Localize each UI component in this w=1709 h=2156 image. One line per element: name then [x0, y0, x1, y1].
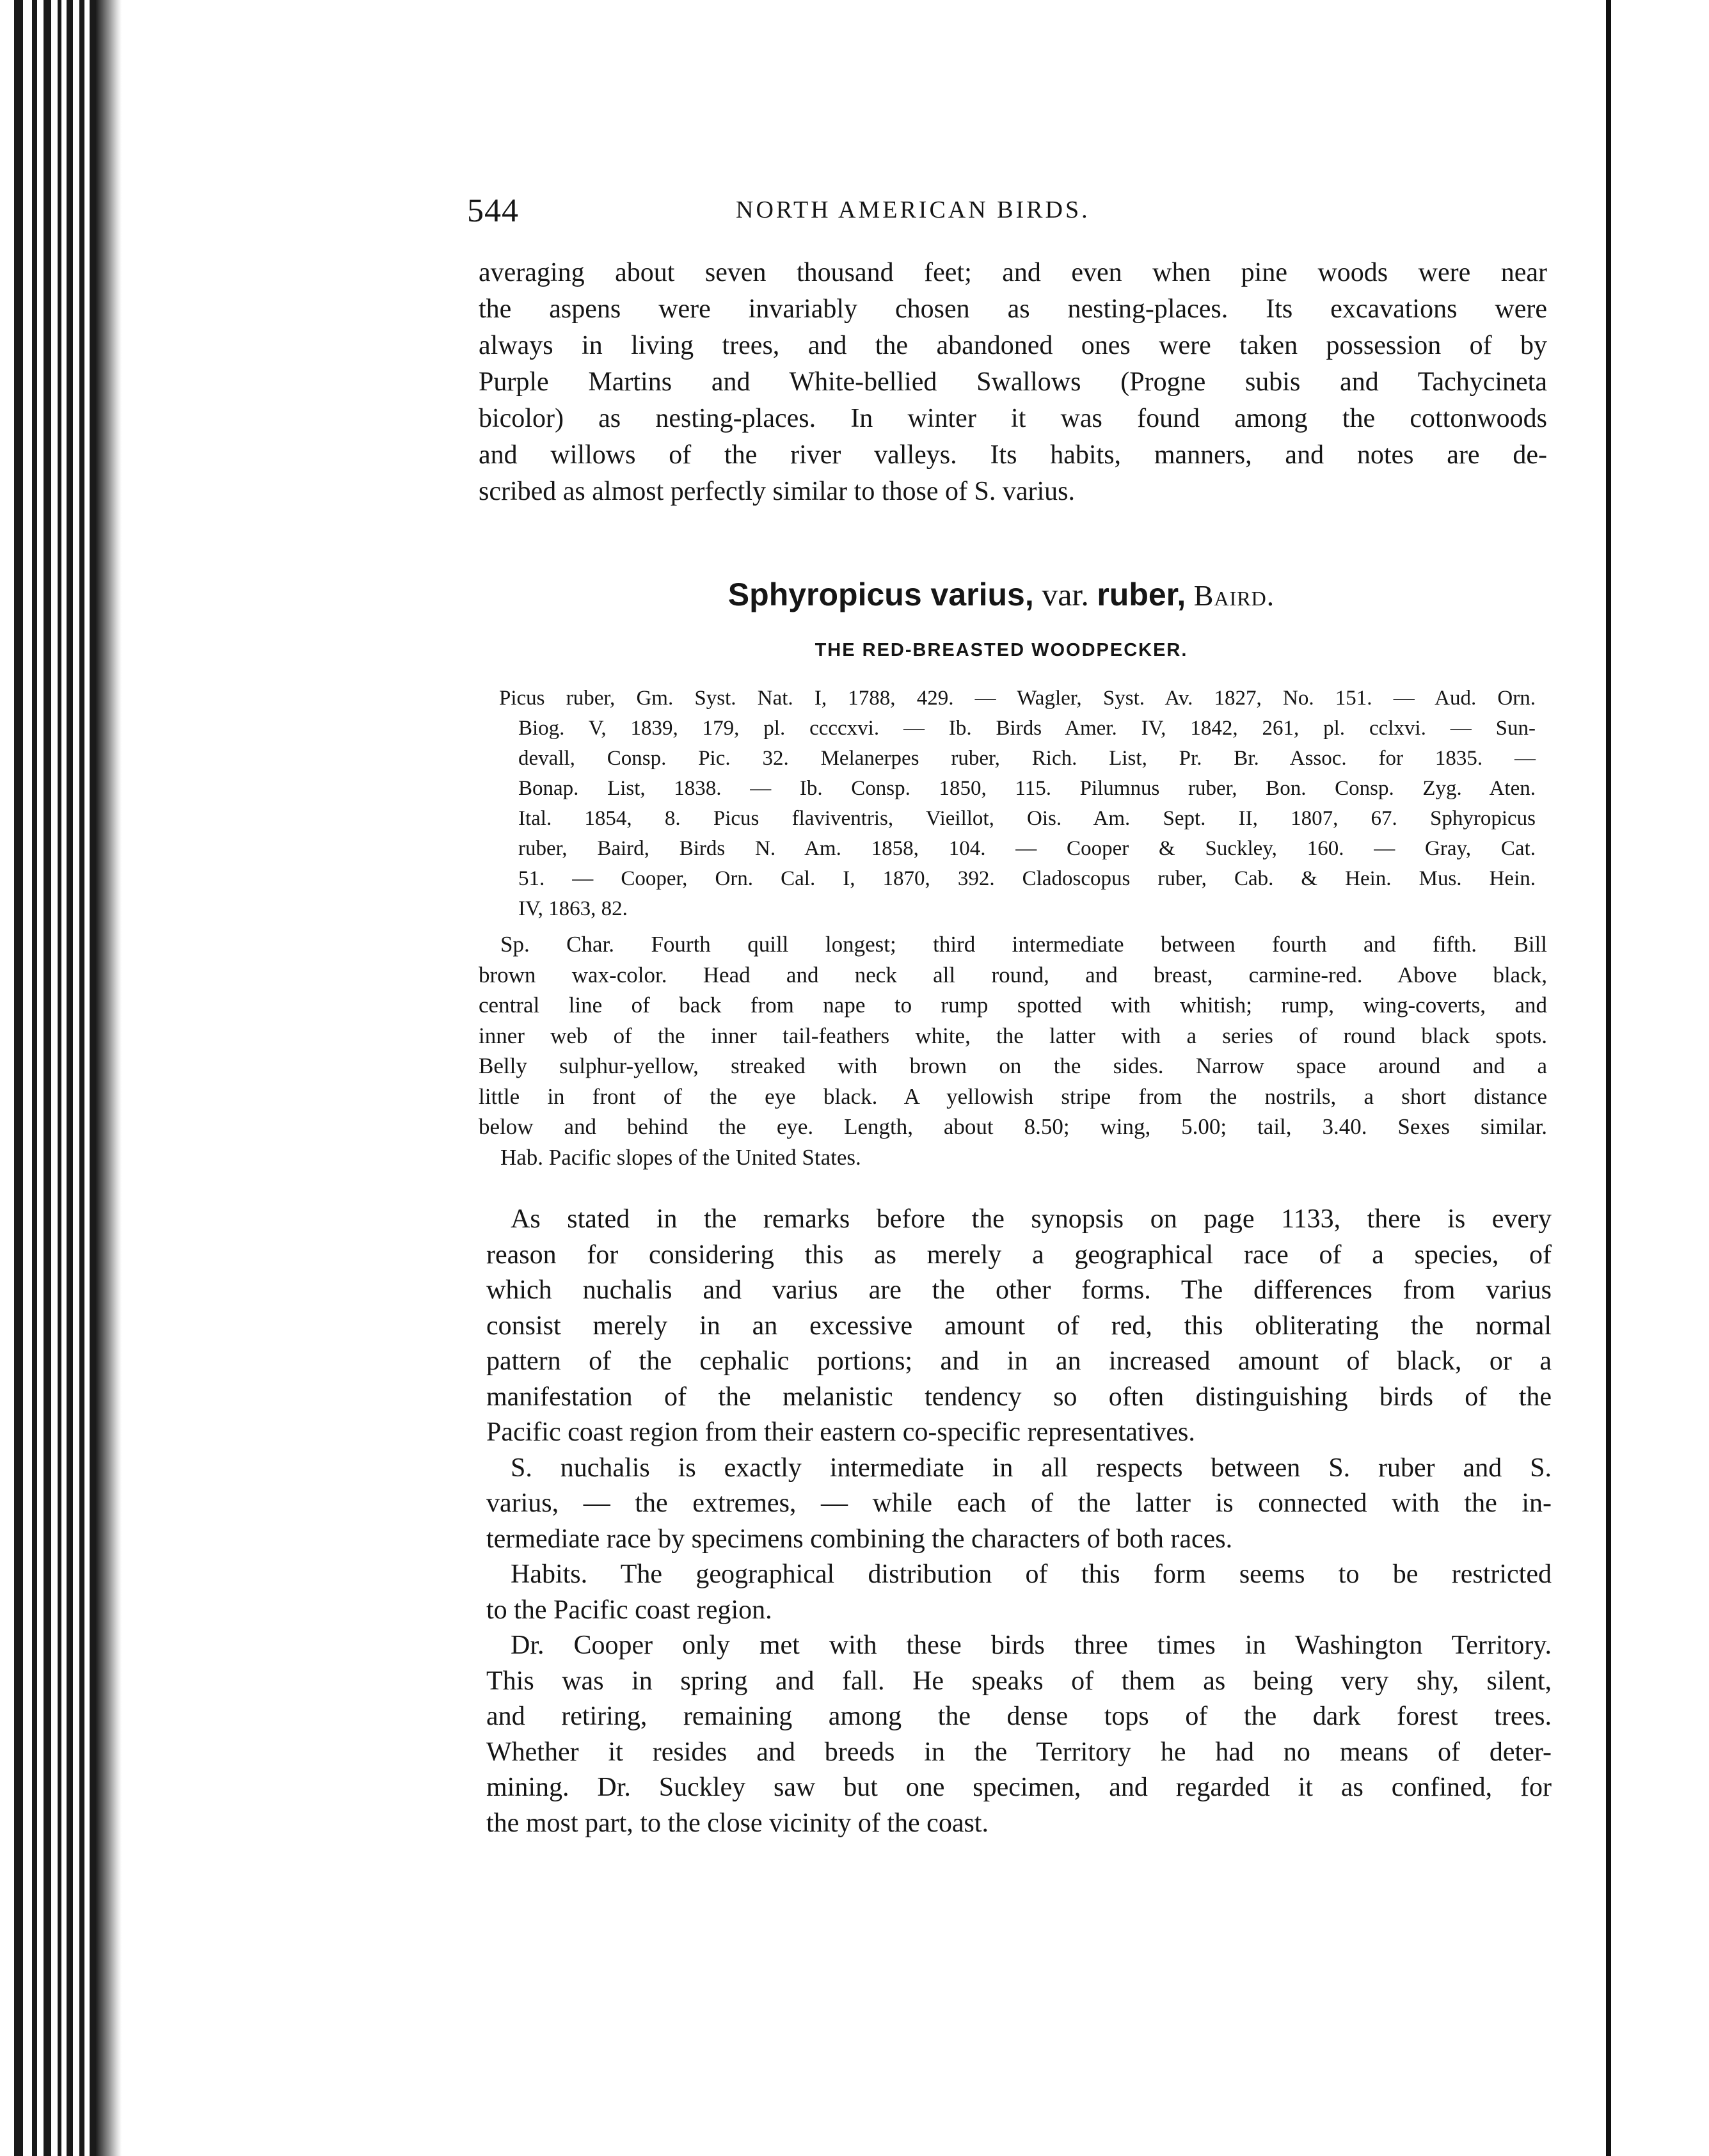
binding-stripe [58, 0, 61, 2156]
species-heading [467, 576, 1536, 613]
book-binding [0, 0, 122, 2156]
binding-stripe [44, 0, 51, 2156]
text-line: and retiring, remaining among the dense tops of the dark forest trees. [486, 1702, 1552, 1731]
species-binomial: Sphyropicus varius, [727, 577, 1034, 612]
text-line: averaging about seven thousand feet; and even when pine woods were near [479, 258, 1547, 287]
text-line: which nuchalis and varius are the other forms. The differences from varius [486, 1275, 1552, 1305]
book-page [122, 0, 1606, 2156]
synonymy-line: Biog. V, 1839, 179, pl. ccccxvi. — Ib. Birds Amer. IV, 1842, 261, pl. cclxvi. — Sun- [518, 717, 1536, 740]
page-number: 544 [467, 193, 519, 229]
text-line: Dr. Cooper only met with these birds three times in Washington Territory. [511, 1631, 1552, 1660]
common-name: THE RED-BREASTED WOODPECKER. [815, 640, 1188, 660]
text-line: reason for considering this as merely a geographical race of a species, of [486, 1240, 1552, 1270]
characters-line: inner web of the inner tail-feathers white, the latter with a series of round black spots. [479, 1023, 1547, 1048]
binding-stripe [79, 0, 84, 2156]
characters-block [479, 929, 1547, 1172]
text-line: Pacific coast region from their eastern co-specific representatives. [486, 1417, 1195, 1447]
text-line: Whether it resides and breeds in the Territory he had no means of deter- [486, 1737, 1552, 1767]
text-line: always in living trees, and the abandoned ones were taken possession of by [479, 331, 1547, 360]
synonymy-block [499, 683, 1536, 924]
text-line: the aspens were invariably chosen as nesting-places. Its excavations were [479, 294, 1547, 324]
synonymy-line: 51. — Cooper, Orn. Cal. I, 1870, 392. Cladoscopus ruber, Cab. & Hein. Mus. Hein. [518, 867, 1536, 890]
synonymy-line: Bonap. List, 1838. — Ib. Consp. 1850, 115. Pilumnus ruber, Bon. Consp. Zyg. Aten. [518, 777, 1536, 800]
binding-stripe [67, 0, 73, 2156]
characters-line: brown wax-color. Head and neck all round, and breast, carmine-red. Above black, [479, 962, 1547, 987]
text-line: manifestation of the melanistic tendency so often distinguishing birds of the [486, 1382, 1552, 1412]
habitat-line: Hab. Pacific slopes of the United States. [500, 1144, 861, 1170]
text-line: and willows of the river valleys. Its habits, manners, and notes are de- [479, 440, 1547, 470]
text-line: varius, — the extremes, — while each of the latter is connected with the in- [486, 1489, 1552, 1518]
text-line: termediate race by specimens combining the characters of both races. [486, 1524, 1233, 1554]
binding-stripe [90, 0, 96, 2156]
text-line: Purple Martins and White-bellied Swallows (Progne subis and Tachycineta [479, 367, 1547, 397]
intro-paragraph [479, 255, 1547, 510]
synonymy-line: IV, 1863, 82. [518, 897, 628, 920]
characters-line: Sp. Char. Fourth quill longest; third intermediate between fourth and fifth. Bill [500, 932, 1547, 957]
text-line: This was in spring and fall. He speaks of them as being very shy, silent, [486, 1666, 1552, 1696]
text-line: pattern of the cephalic portions; and in an increased amount of black, or a [486, 1346, 1552, 1376]
text-line: As stated in the remarks before the synopsis on page 1133, there is every [511, 1204, 1552, 1234]
text-line: scribed as almost perfectly similar to those of S. varius. [479, 477, 1075, 506]
synonymy-line: Ital. 1854, 8. Picus flaviventris, Vieillot, Ois. Am. Sept. II, 1807, 67. Sphyropicus [518, 807, 1536, 830]
variety-label: var. [1042, 577, 1089, 612]
synonymy-line: Picus ruber, Gm. Syst. Nat. I, 1788, 429. — Wagler, Syst. Av. 1827, No. 151. — Aud. Orn. [499, 687, 1536, 710]
synonymy-line: ruber, Baird, Birds N. Am. 1858, 104. — Cooper & Suckley, 160. — Gray, Cat. [518, 837, 1536, 860]
synonymy-line: devall, Consp. Pic. 32. Melanerpes ruber, Rich. List, Pr. Br. Assoc. for 1835. — [518, 747, 1536, 770]
next-page-strip [1611, 0, 1709, 2156]
species-variety: ruber, [1097, 577, 1186, 612]
characters-line: below and behind the eye. Length, about 8.50; wing, 5.00; tail, 3.40. Sexes similar. [479, 1114, 1547, 1139]
characters-line: little in front of the eye black. A yellowish stripe from the nostrils, a short distance [479, 1083, 1547, 1109]
binding-stripe [14, 0, 23, 2156]
text-line: consist merely in an excessive amount of red, this obliterating the normal [486, 1311, 1552, 1341]
species-authority: Baird. [1193, 579, 1275, 612]
habits-line: Habits. The geographical distribution of this form seems to be restricted [511, 1560, 1552, 1589]
remarks-block [486, 1202, 1552, 1841]
text-line: mining. Dr. Suckley saw but one specimen, and regarded it as confined, for [486, 1773, 1552, 1802]
page-gutter-shadow [96, 0, 122, 2156]
binding-stripe [32, 0, 37, 2156]
running-title: NORTH AMERICAN BIRDS. [736, 196, 1090, 223]
right-page-edge [1606, 0, 1611, 2156]
text-line: to the Pacific coast region. [486, 1595, 772, 1625]
text-line: bicolor) as nesting-places. In winter it was found among the cottonwoods [479, 404, 1547, 433]
text-line: the most part, to the close vicinity of the coast. [486, 1808, 989, 1838]
characters-line: central line of back from nape to rump spotted with whitish; rump, wing-coverts, and [479, 993, 1547, 1018]
running-head [467, 192, 1555, 243]
text-line: S. nuchalis is exactly intermediate in all respects between S. ruber and S. [511, 1453, 1552, 1483]
characters-line: Belly sulphur-yellow, streaked with brown on the sides. Narrow space around and a [479, 1053, 1547, 1078]
